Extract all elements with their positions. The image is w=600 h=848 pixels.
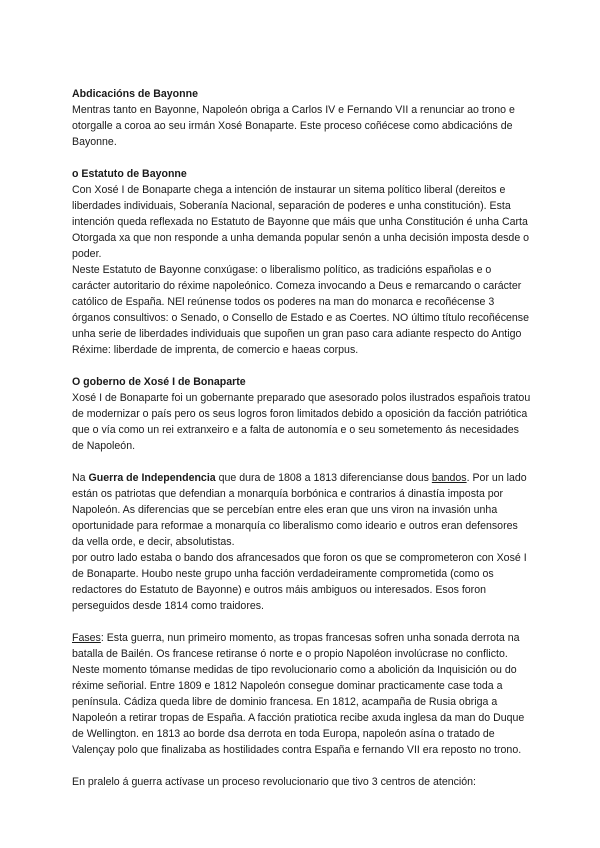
text-run: Na	[72, 472, 89, 484]
paragraph-guerra-bandos	[72, 470, 532, 550]
paragraph-estatuto-1: Con Xosé I de Bonaparte chega a intención de instaurar un sitema político liberal (dereitos e liberdades individuais, Soberanía Nacional, separación de poderes e unha constitución). Esta intención queda reflexada no Estatuto de Bayonne que máis que unha Constitución é unha Carta Otorgada xa que non responde a unha demanda popular senón a unha decisión imposta desde o poder.	[72, 184, 530, 260]
spacer	[72, 150, 532, 166]
guerra-independencia-term: Guerra de Independencia	[88, 472, 216, 484]
bandos-term: bandos	[431, 472, 467, 484]
paragraph-afrancesados: por outro lado estaba o bando dos afrancesados que foron os que se comprometeron con Xosé I de Bonaparte. Houbo neste grupo unha facción verdadeiramente comprometida (como os redactores do Estatuto de Bayonne) e outros máis ambiguos ou interesados. Esos foron perseguidos desde 1814 como traidores.	[72, 552, 527, 612]
text-run: . Por un lado están os patriotas que defendian a monarquía borbónica e contrarios á dinastía imposta por Napoleón. As diferencias que se percebían entre eles eran que uns viron na invasión unha oportunidade para reformae a monarquía co liberalismo como ideario e outros eran defensores da vella orde, e decir, absolutistas.	[72, 472, 527, 548]
spacer	[72, 358, 532, 374]
paragraph-fases	[72, 630, 532, 758]
section-heading-goberno: O goberno de Xosé I de Bonaparte	[72, 376, 246, 388]
document-page	[72, 86, 532, 790]
text-run: que dura de 1808 a 1813 diferencianse dous	[215, 472, 432, 484]
fases-label: Fases	[72, 632, 101, 644]
section-heading-estatuto: o Estatuto de Bayonne	[72, 168, 187, 180]
spacer	[72, 454, 532, 470]
spacer	[72, 614, 532, 630]
paragraph-revolucionario: En pralelo á guerra actívase un proceso revolucionario que tivo 3 centros de atención:	[72, 776, 476, 788]
paragraph-abdicacions: Mentras tanto en Bayonne, Napoleón obriga a Carlos IV e Fernando VII a renunciar ao trono e otorgalle a coroa ao seu irmán Xosé Bonaparte. Este proceso coñécese como abdicacións de Bayonne.	[72, 104, 515, 148]
paragraph-goberno: Xosé I de Bonaparte foi un gobernante preparado que asesorado polos ilustrados españois tratou de modernizar o país pero os seus logros foron limitados debido a oposición da facción patriótica que o vía como un rei extranxeiro e a falta de autonomía e o seu sometemento ás necesidades de Napoleón.	[72, 392, 531, 452]
paragraph-estatuto-2: Neste Estatuto de Bayonne conxúgase: o liberalismo político, as tradicións españolas e o carácter autoritario do réxime napoleónico. Comeza invocando a Deus e remarcando o carácter católico de España. NEl reúnense todos os poderes na man do monarca e recoñécense 3 órganos consultivos: o Senado, o Consello de Estado e as Coertes. NO último título recoñécense unha serie de liberdades individuais que supoñen un gran paso cara adiante respecto do Antigo Réxime: liberdade de imprenta, de comercio e haeas corpus.	[72, 264, 529, 356]
spacer	[72, 758, 532, 774]
section-heading-abdicacions: Abdicacións de Bayonne	[72, 88, 198, 100]
text-run: : Esta guerra, nun primeiro momento, as tropas francesas sofren unha sonada derrota na batalla de Bailén. Os francese retiranse ó norte e o propio Napoléon involúcrase no conflicto. Neste momento tómanse medidas de tipo revolucionario como a abolición da Inquisición ou do réxime señorial. Entre 1809 e 1812 Napoleón consegue dominar practicamente case toda a península. Cádiza queda libre de dominio francesa. En 1812, acampaña de Rusia obriga a Napoleón a retirar tropas de España. A facción pratiotica recibe axuda inglesa da man do Duque de Wellington. en 1813 ao borde dsa derrota en toda Europa, napoleón asína o tratado de Valençay polo que finalizaba as hostilidades contra España e fernando VII era reposto no trono.	[72, 632, 525, 756]
